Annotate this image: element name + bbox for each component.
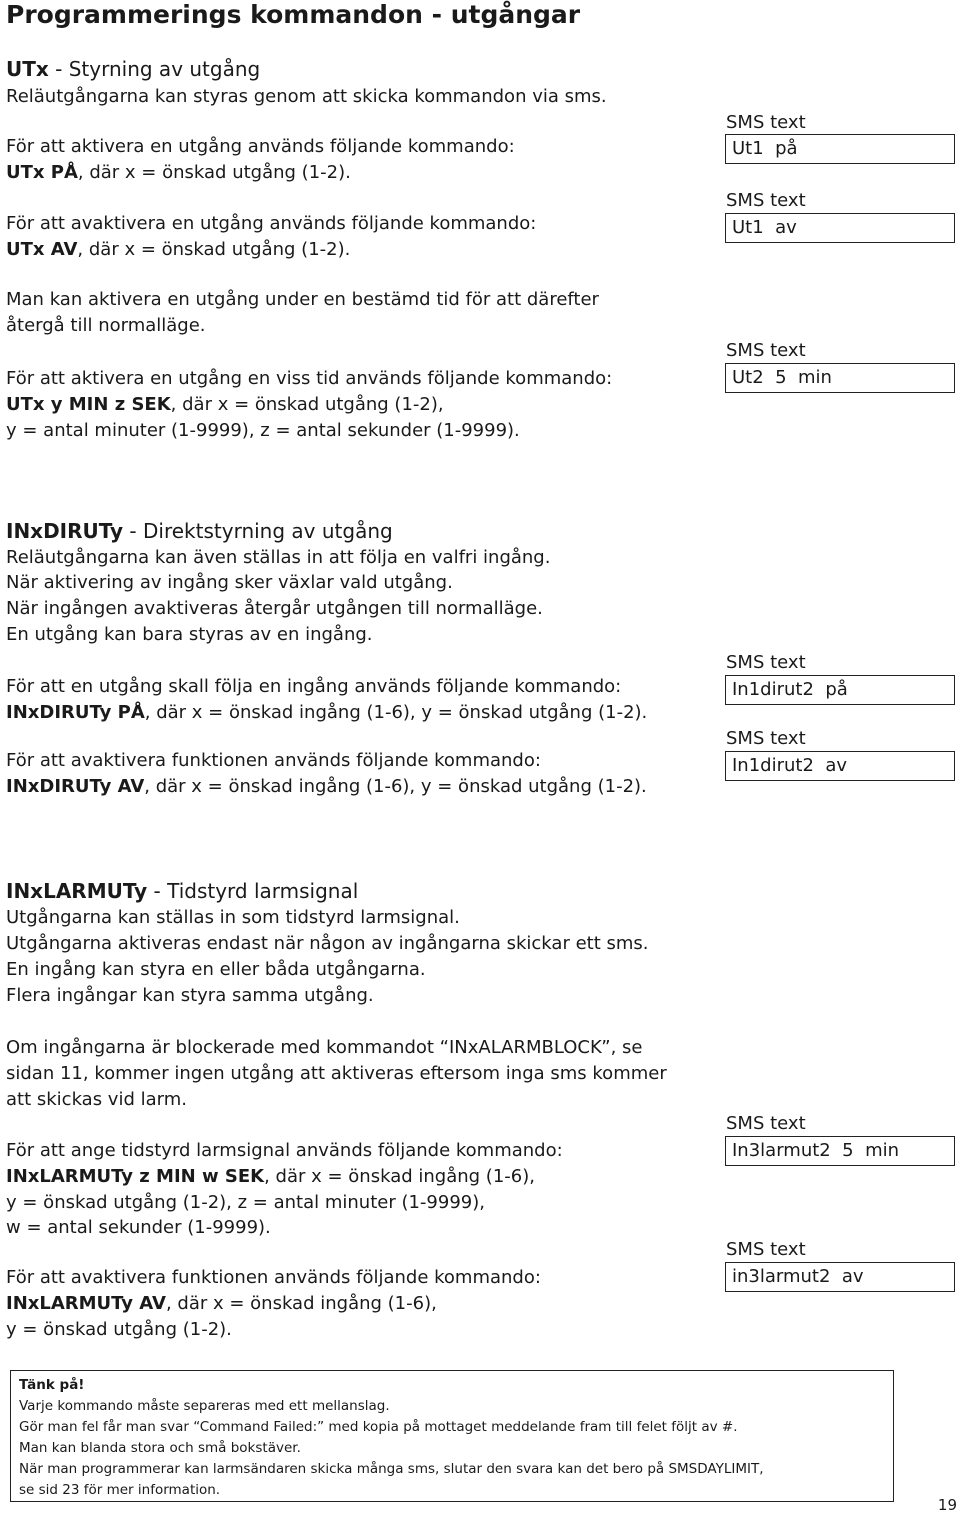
command-desc: , där x = önskad ingång (1-6), y = önskad utgång (1-2). (144, 776, 647, 797)
note-line: Man kan blanda stora och små bokstäver. (19, 1440, 301, 1456)
inxlarm-block-line2: sidan 11, kommer ingen utgång att aktiveras eftersom inga sms kommer (6, 1063, 667, 1084)
sms-label: SMS text (726, 1239, 806, 1260)
inxlarm-set-params1: y = önskad utgång (1-2), z = antal minuter (1-9999), (6, 1192, 485, 1213)
sms-label: SMS text (726, 728, 806, 749)
sms-label: SMS text (726, 652, 806, 673)
command-desc: , där x = önskad utgång (1-2), (170, 394, 444, 415)
utx-timed-command (6, 392, 444, 418)
utx-deactivate-text: För att avaktivera en utgång används följande kommando: (6, 213, 537, 234)
sms-example-box: In3larmut2 5 min (725, 1136, 955, 1166)
indirut-follow-command (6, 700, 647, 726)
note-line: se sid 23 för mer information. (19, 1482, 221, 1498)
inxlarm-heading-text: - Tidstyrd larmsignal (147, 879, 359, 903)
inxlarm-set-text: För att ange tidstyrd larmsignal används följande kommando: (6, 1140, 563, 1161)
command: UTx PÅ (6, 162, 78, 183)
utx-deactivate-command (6, 237, 350, 263)
utx-heading (6, 56, 260, 82)
note-line: Varje kommando måste separeras med ett mellanslag. (19, 1398, 390, 1414)
inxlarm-off-command (6, 1291, 437, 1317)
indirut-heading-text: - Direktstyrning av utgång (123, 519, 393, 543)
note-line: När man programmerar kan larmsändaren skicka många sms, slutar den svara kan det bero på SMSDAYLIMIT, (19, 1461, 764, 1477)
utx-timed-line2: återgå till normalläge. (6, 315, 206, 336)
utx-heading-cmd: UTx (6, 57, 49, 81)
command: INxLARMUTy z MIN w SEK (6, 1166, 265, 1187)
inxlarm-off-params: y = önskad utgång (1-2). (6, 1319, 232, 1340)
utx-timed-params: y = antal minuter (1-9999), z = antal sekunder (1-9999). (6, 420, 520, 441)
sms-label: SMS text (726, 112, 806, 133)
indirut-line3: När ingången avaktiveras återgår utgången till normalläge. (6, 598, 543, 619)
inxlarm-block-line1: Om ingångarna är blockerade med kommandot “INxALARMBLOCK”, se (6, 1037, 643, 1058)
indirut-follow-text: För att en utgång skall följa en ingång används följande kommando: (6, 676, 622, 697)
command: INxDIRUTy AV (6, 776, 145, 797)
sms-example-box: In1dirut2 av (725, 751, 955, 781)
page-title: Programmerings kommandon - utgångar (6, 0, 581, 29)
inxlarm-block-line3: att skickas vid larm. (6, 1089, 187, 1110)
utx-timed-line1: Man kan aktivera en utgång under en bestämd tid för att därefter (6, 289, 599, 310)
utx-heading-text: - Styrning av utgång (48, 57, 261, 81)
indirut-heading-cmd: INxDIRUTy (6, 519, 124, 543)
sms-label: SMS text (726, 1113, 806, 1134)
indirut-line1: Reläutgångarna kan även ställas in att följa en valfri ingång. (6, 547, 551, 568)
utx-timed-text: För att aktivera en utgång en viss tid används följande kommando: (6, 368, 613, 389)
sms-example-box: in3larmut2 av (725, 1262, 955, 1292)
inxlarm-set-command (6, 1164, 535, 1190)
command: UTx AV (6, 239, 78, 260)
indirut-line2: När aktivering av ingång sker växlar vald utgång. (6, 572, 453, 593)
indirut-off-text: För att avaktivera funktionen används följande kommando: (6, 750, 541, 771)
command: INxLARMUTy AV (6, 1293, 166, 1314)
command-desc: , där x = önskad utgång (1-2). (77, 162, 351, 183)
inxlarm-line2: Utgångarna aktiveras endast när någon av ingångarna skickar ett sms. (6, 933, 649, 954)
note-title: Tänk på! (19, 1377, 85, 1393)
command-desc: , där x = önskad ingång (1-6), y = önskad utgång (1-2). (144, 702, 648, 723)
inxlarm-set-params2: w = antal sekunder (1-9999). (6, 1217, 271, 1238)
sms-label: SMS text (726, 340, 806, 361)
indirut-off-command (6, 774, 647, 800)
utx-activate-command (6, 160, 351, 186)
sms-label: SMS text (726, 190, 806, 211)
note-box (10, 1370, 894, 1502)
command-desc: , där x = önskad ingång (1-6), (165, 1293, 437, 1314)
inxlarm-line3: En ingång kan styra en eller båda utgångarna. (6, 959, 426, 980)
command-desc: , där x = önskad utgång (1-2). (77, 239, 351, 260)
sms-example-box: Ut2 5 min (725, 363, 955, 393)
command-desc: , där x = önskad ingång (1-6), (264, 1166, 535, 1187)
inxlarm-heading-cmd: INxLARMUTy (6, 879, 148, 903)
inxlarm-heading (6, 878, 358, 904)
page-number: 19 (937, 1496, 957, 1514)
note-line: Gör man fel får man svar “Command Failed:” med kopia på mottaget meddelande fram till felet följt av #. (19, 1419, 738, 1435)
command: INxDIRUTy PÅ (6, 702, 145, 723)
utx-intro: Reläutgångarna kan styras genom att skicka kommandon via sms. (6, 86, 607, 107)
inxlarm-line1: Utgångarna kan ställas in som tidstyrd larmsignal. (6, 907, 460, 928)
inxlarm-off-text: För att avaktivera funktionen används följande kommando: (6, 1267, 541, 1288)
sms-example-box: Ut1 av (725, 213, 955, 243)
inxlarm-line4: Flera ingångar kan styra samma utgång. (6, 985, 374, 1006)
command: UTx y MIN z SEK (6, 394, 171, 415)
sms-example-box: In1dirut2 på (725, 675, 955, 705)
sms-example-box: Ut1 på (725, 134, 955, 164)
utx-activate-text: För att aktivera en utgång används följande kommando: (6, 136, 515, 157)
indirut-heading (6, 518, 393, 544)
indirut-line4: En utgång kan bara styras av en ingång. (6, 624, 373, 645)
